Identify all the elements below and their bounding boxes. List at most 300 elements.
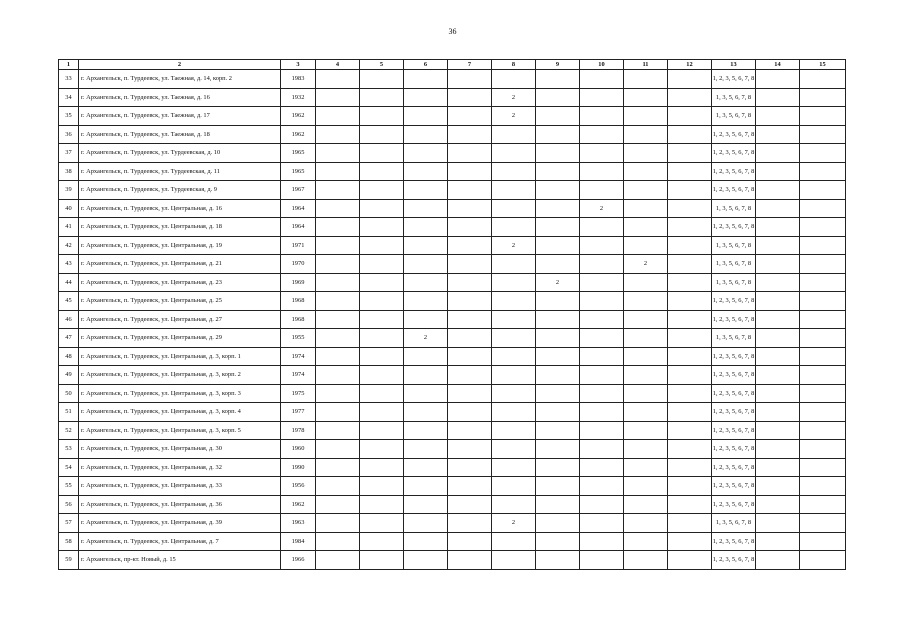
col-9-cell <box>536 236 580 255</box>
address-cell: г. Архангельск, п. Турдеевск, ул. Таежная, д. 18 <box>79 125 281 144</box>
col-15-cell <box>800 495 846 514</box>
table-row <box>59 514 846 533</box>
col-6-cell <box>404 440 448 459</box>
col-13-cell: 1, 2, 3, 5, 6, 7, 8 <box>712 292 756 311</box>
col-14-cell <box>756 236 800 255</box>
col-8-cell <box>492 421 536 440</box>
col-6-cell <box>404 477 448 496</box>
col-5-cell <box>360 199 404 218</box>
col-7-cell <box>448 532 492 551</box>
col-11-cell <box>624 273 668 292</box>
row-number: 38 <box>59 162 79 181</box>
year-cell: 1956 <box>281 477 316 496</box>
col-8-cell <box>492 329 536 348</box>
col-13-cell: 1, 3, 5, 6, 7, 8 <box>712 255 756 274</box>
col-10-cell <box>580 440 624 459</box>
col-10-cell <box>580 107 624 126</box>
col-6-cell <box>404 458 448 477</box>
col-9-cell <box>536 347 580 366</box>
col-12-cell <box>668 255 712 274</box>
col-12-cell <box>668 477 712 496</box>
row-number: 45 <box>59 292 79 311</box>
column-header: 10 <box>580 60 624 70</box>
col-10-cell <box>580 236 624 255</box>
col-13-cell: 1, 2, 3, 5, 6, 7, 8 <box>712 532 756 551</box>
table-row <box>59 477 846 496</box>
col-12-cell <box>668 199 712 218</box>
col-14-cell <box>756 218 800 237</box>
col-12-cell <box>668 458 712 477</box>
col-7-cell <box>448 125 492 144</box>
col-9-cell <box>536 70 580 89</box>
col-11-cell <box>624 292 668 311</box>
row-number: 35 <box>59 107 79 126</box>
col-12-cell <box>668 292 712 311</box>
col-13-cell: 1, 2, 3, 5, 6, 7, 8 <box>712 125 756 144</box>
row-number: 56 <box>59 495 79 514</box>
table-row <box>59 218 846 237</box>
col-9-cell <box>536 162 580 181</box>
col-11-cell <box>624 70 668 89</box>
col-4-cell <box>316 310 360 329</box>
col-13-cell: 1, 3, 5, 6, 7, 8 <box>712 236 756 255</box>
col-4-cell <box>316 70 360 89</box>
address-cell: г. Архангельск, п. Турдеевск, ул. Центральная, д. 27 <box>79 310 281 329</box>
column-header: 1 <box>59 60 79 70</box>
col-5-cell <box>360 403 404 422</box>
col-4-cell <box>316 403 360 422</box>
col-13-cell: 1, 3, 5, 6, 7, 8 <box>712 88 756 107</box>
col-7-cell <box>448 199 492 218</box>
col-12-cell <box>668 495 712 514</box>
col-15-cell <box>800 421 846 440</box>
col-13-cell: 1, 2, 3, 5, 6, 7, 8 <box>712 551 756 570</box>
address-cell: г. Архангельск, п. Турдеевск, ул. Таежная, д. 17 <box>79 107 281 126</box>
col-7-cell <box>448 107 492 126</box>
col-8-cell <box>492 440 536 459</box>
col-5-cell <box>360 477 404 496</box>
col-14-cell <box>756 88 800 107</box>
row-number: 36 <box>59 125 79 144</box>
col-6-cell <box>404 495 448 514</box>
col-13-cell: 1, 2, 3, 5, 6, 7, 8 <box>712 218 756 237</box>
col-13-cell: 1, 2, 3, 5, 6, 7, 8 <box>712 310 756 329</box>
year-cell: 1971 <box>281 236 316 255</box>
col-9-cell <box>536 477 580 496</box>
table-row <box>59 162 846 181</box>
address-cell: г. Архангельск, п. Турдеевск, ул. Центральная, д. 23 <box>79 273 281 292</box>
row-number: 47 <box>59 329 79 348</box>
row-number: 46 <box>59 310 79 329</box>
col-9-cell <box>536 421 580 440</box>
col-7-cell <box>448 403 492 422</box>
col-9-cell <box>536 107 580 126</box>
row-number: 40 <box>59 199 79 218</box>
row-number: 34 <box>59 88 79 107</box>
year-cell: 1974 <box>281 366 316 385</box>
row-number: 55 <box>59 477 79 496</box>
col-6-cell <box>404 107 448 126</box>
col-4-cell <box>316 551 360 570</box>
row-number: 44 <box>59 273 79 292</box>
col-6-cell <box>404 162 448 181</box>
table-row <box>59 88 846 107</box>
col-12-cell <box>668 329 712 348</box>
row-number: 33 <box>59 70 79 89</box>
col-6-cell <box>404 181 448 200</box>
col-14-cell <box>756 273 800 292</box>
address-cell: г. Архангельск, п. Турдеевск, ул. Центральная, д. 18 <box>79 218 281 237</box>
column-header: 6 <box>404 60 448 70</box>
col-14-cell <box>756 310 800 329</box>
table-row <box>59 144 846 163</box>
col-12-cell <box>668 347 712 366</box>
col-11-cell <box>624 551 668 570</box>
col-9-cell <box>536 292 580 311</box>
column-header: 12 <box>668 60 712 70</box>
col-6-cell <box>404 273 448 292</box>
col-12-cell <box>668 421 712 440</box>
col-14-cell <box>756 495 800 514</box>
col-11-cell <box>624 532 668 551</box>
col-9-cell <box>536 532 580 551</box>
year-cell: 1932 <box>281 88 316 107</box>
address-cell: г. Архангельск, п. Турдеевск, ул. Центральная, д. 3, корп. 3 <box>79 384 281 403</box>
col-13-cell: 1, 2, 3, 5, 6, 7, 8 <box>712 477 756 496</box>
col-9-cell <box>536 255 580 274</box>
col-12-cell <box>668 181 712 200</box>
col-9-cell <box>536 514 580 533</box>
address-cell: г. Архангельск, п. Турдеевск, ул. Центральная, д. 7 <box>79 532 281 551</box>
col-8-cell: 2 <box>492 236 536 255</box>
col-13-cell: 1, 2, 3, 5, 6, 7, 8 <box>712 366 756 385</box>
col-13-cell: 1, 2, 3, 5, 6, 7, 8 <box>712 181 756 200</box>
col-14-cell <box>756 440 800 459</box>
col-5-cell <box>360 162 404 181</box>
col-12-cell <box>668 384 712 403</box>
col-5-cell <box>360 70 404 89</box>
address-cell: г. Архангельск, п. Турдеевск, ул. Турдеевская, д. 9 <box>79 181 281 200</box>
col-4-cell <box>316 347 360 366</box>
col-11-cell <box>624 236 668 255</box>
col-5-cell <box>360 181 404 200</box>
column-header: 2 <box>79 60 281 70</box>
address-cell: г. Архангельск, п. Турдеевск, ул. Центральная, д. 3, корп. 1 <box>79 347 281 366</box>
col-5-cell <box>360 458 404 477</box>
col-9-cell <box>536 329 580 348</box>
col-9-cell <box>536 181 580 200</box>
address-cell: г. Архангельск, п. Турдеевск, ул. Центральная, д. 19 <box>79 236 281 255</box>
row-number: 52 <box>59 421 79 440</box>
col-11-cell <box>624 514 668 533</box>
col-15-cell <box>800 366 846 385</box>
col-12-cell <box>668 88 712 107</box>
year-cell: 1962 <box>281 125 316 144</box>
col-9-cell <box>536 125 580 144</box>
col-14-cell <box>756 347 800 366</box>
col-8-cell: 2 <box>492 107 536 126</box>
col-13-cell: 1, 2, 3, 5, 6, 7, 8 <box>712 403 756 422</box>
year-cell: 1955 <box>281 329 316 348</box>
col-14-cell <box>756 421 800 440</box>
col-4-cell <box>316 236 360 255</box>
col-10-cell <box>580 181 624 200</box>
year-cell: 1970 <box>281 255 316 274</box>
row-number: 58 <box>59 532 79 551</box>
col-10-cell <box>580 144 624 163</box>
col-5-cell <box>360 292 404 311</box>
col-14-cell <box>756 144 800 163</box>
col-8-cell <box>492 292 536 311</box>
col-4-cell <box>316 144 360 163</box>
col-15-cell <box>800 88 846 107</box>
col-6-cell <box>404 255 448 274</box>
col-13-cell: 1, 2, 3, 5, 6, 7, 8 <box>712 347 756 366</box>
col-15-cell <box>800 440 846 459</box>
address-cell: г. Архангельск, пр-кт. Новый, д. 15 <box>79 551 281 570</box>
col-7-cell <box>448 440 492 459</box>
col-8-cell <box>492 477 536 496</box>
col-5-cell <box>360 495 404 514</box>
col-12-cell <box>668 273 712 292</box>
col-10-cell <box>580 495 624 514</box>
col-14-cell <box>756 514 800 533</box>
row-number: 49 <box>59 366 79 385</box>
col-11-cell <box>624 329 668 348</box>
table-row <box>59 310 846 329</box>
col-5-cell <box>360 329 404 348</box>
year-cell: 1967 <box>281 181 316 200</box>
address-cell: г. Архангельск, п. Турдеевск, ул. Центральная, д. 30 <box>79 440 281 459</box>
col-4-cell <box>316 162 360 181</box>
table-row <box>59 551 846 570</box>
col-11-cell <box>624 347 668 366</box>
col-13-cell: 1, 2, 3, 5, 6, 7, 8 <box>712 495 756 514</box>
table-body <box>59 70 846 570</box>
year-cell: 1965 <box>281 144 316 163</box>
col-11-cell <box>624 403 668 422</box>
table-row <box>59 292 846 311</box>
col-11-cell <box>624 218 668 237</box>
housing-table <box>58 59 846 570</box>
col-15-cell <box>800 144 846 163</box>
col-5-cell <box>360 236 404 255</box>
col-11-cell <box>624 477 668 496</box>
col-8-cell <box>492 199 536 218</box>
col-6-cell <box>404 199 448 218</box>
col-12-cell <box>668 144 712 163</box>
col-8-cell <box>492 273 536 292</box>
col-9-cell <box>536 366 580 385</box>
col-8-cell: 2 <box>492 514 536 533</box>
col-4-cell <box>316 218 360 237</box>
col-7-cell <box>448 292 492 311</box>
col-15-cell <box>800 162 846 181</box>
col-14-cell <box>756 366 800 385</box>
column-header: 7 <box>448 60 492 70</box>
address-cell: г. Архангельск, п. Турдеевск, ул. Центральная, д. 32 <box>79 458 281 477</box>
col-6-cell <box>404 144 448 163</box>
col-5-cell <box>360 107 404 126</box>
col-6-cell <box>404 70 448 89</box>
table-row <box>59 347 846 366</box>
column-header: 15 <box>800 60 846 70</box>
col-11-cell <box>624 144 668 163</box>
col-11-cell <box>624 107 668 126</box>
col-11-cell <box>624 181 668 200</box>
col-15-cell <box>800 70 846 89</box>
col-11-cell <box>624 458 668 477</box>
col-15-cell <box>800 236 846 255</box>
table-row <box>59 236 846 255</box>
year-cell: 1968 <box>281 310 316 329</box>
col-8-cell <box>492 495 536 514</box>
col-9-cell <box>536 218 580 237</box>
col-7-cell <box>448 347 492 366</box>
col-13-cell: 1, 3, 5, 6, 7, 8 <box>712 107 756 126</box>
col-14-cell <box>756 107 800 126</box>
col-5-cell <box>360 125 404 144</box>
col-9-cell <box>536 88 580 107</box>
address-cell: г. Архангельск, п. Турдеевск, ул. Центральная, д. 16 <box>79 199 281 218</box>
col-10-cell <box>580 403 624 422</box>
row-number: 48 <box>59 347 79 366</box>
col-14-cell <box>756 292 800 311</box>
col-12-cell <box>668 366 712 385</box>
col-9-cell <box>536 495 580 514</box>
year-cell: 1962 <box>281 107 316 126</box>
year-cell: 1984 <box>281 532 316 551</box>
col-10-cell <box>580 329 624 348</box>
col-10-cell <box>580 255 624 274</box>
col-15-cell <box>800 273 846 292</box>
year-cell: 1977 <box>281 403 316 422</box>
year-cell: 1962 <box>281 495 316 514</box>
col-13-cell: 1, 2, 3, 5, 6, 7, 8 <box>712 384 756 403</box>
col-12-cell <box>668 310 712 329</box>
col-13-cell: 1, 3, 5, 6, 7, 8 <box>712 514 756 533</box>
col-7-cell <box>448 310 492 329</box>
col-10-cell <box>580 551 624 570</box>
table-row <box>59 107 846 126</box>
col-5-cell <box>360 366 404 385</box>
col-10-cell <box>580 162 624 181</box>
col-6-cell <box>404 421 448 440</box>
col-5-cell <box>360 421 404 440</box>
table-row <box>59 403 846 422</box>
col-9-cell <box>536 403 580 422</box>
col-10-cell <box>580 477 624 496</box>
address-cell: г. Архангельск, п. Турдеевск, ул. Центральная, д. 33 <box>79 477 281 496</box>
col-4-cell <box>316 384 360 403</box>
col-9-cell <box>536 144 580 163</box>
col-14-cell <box>756 458 800 477</box>
page-number: 36 <box>448 27 457 36</box>
col-15-cell <box>800 329 846 348</box>
column-header: 5 <box>360 60 404 70</box>
col-15-cell <box>800 384 846 403</box>
header-row <box>59 60 846 70</box>
col-8-cell <box>492 255 536 274</box>
year-cell: 1964 <box>281 199 316 218</box>
col-10-cell: 2 <box>580 199 624 218</box>
year-cell: 1963 <box>281 514 316 533</box>
col-5-cell <box>360 347 404 366</box>
col-12-cell <box>668 107 712 126</box>
col-4-cell <box>316 199 360 218</box>
col-10-cell <box>580 514 624 533</box>
col-5-cell <box>360 551 404 570</box>
col-15-cell <box>800 347 846 366</box>
col-7-cell <box>448 477 492 496</box>
col-7-cell <box>448 273 492 292</box>
col-8-cell <box>492 144 536 163</box>
col-4-cell <box>316 125 360 144</box>
col-14-cell <box>756 255 800 274</box>
col-5-cell <box>360 144 404 163</box>
col-15-cell <box>800 403 846 422</box>
col-9-cell <box>536 199 580 218</box>
table-row <box>59 255 846 274</box>
year-cell: 1960 <box>281 440 316 459</box>
col-4-cell <box>316 181 360 200</box>
table-row <box>59 421 846 440</box>
col-14-cell <box>756 125 800 144</box>
col-5-cell <box>360 255 404 274</box>
col-15-cell <box>800 199 846 218</box>
col-7-cell <box>448 88 492 107</box>
col-15-cell <box>800 181 846 200</box>
col-8-cell <box>492 403 536 422</box>
col-4-cell <box>316 329 360 348</box>
col-6-cell <box>404 88 448 107</box>
table-row <box>59 532 846 551</box>
table-row <box>59 440 846 459</box>
col-8-cell <box>492 551 536 570</box>
col-10-cell <box>580 88 624 107</box>
col-14-cell <box>756 532 800 551</box>
col-9-cell <box>536 440 580 459</box>
col-9-cell <box>536 551 580 570</box>
year-cell: 1968 <box>281 292 316 311</box>
column-header: 11 <box>624 60 668 70</box>
col-12-cell <box>668 236 712 255</box>
col-4-cell <box>316 88 360 107</box>
col-5-cell <box>360 273 404 292</box>
col-11-cell <box>624 366 668 385</box>
col-13-cell: 1, 3, 5, 6, 7, 8 <box>712 199 756 218</box>
col-6-cell <box>404 292 448 311</box>
row-number: 43 <box>59 255 79 274</box>
col-6-cell <box>404 403 448 422</box>
row-number: 41 <box>59 218 79 237</box>
col-4-cell <box>316 421 360 440</box>
address-cell: г. Архангельск, п. Турдеевск, ул. Турдеевская, д. 11 <box>79 162 281 181</box>
col-14-cell <box>756 551 800 570</box>
col-9-cell <box>536 384 580 403</box>
col-12-cell <box>668 551 712 570</box>
year-cell: 1978 <box>281 421 316 440</box>
col-10-cell <box>580 70 624 89</box>
year-cell: 1965 <box>281 162 316 181</box>
col-4-cell <box>316 495 360 514</box>
col-11-cell <box>624 310 668 329</box>
col-6-cell <box>404 218 448 237</box>
col-11-cell: 2 <box>624 255 668 274</box>
col-12-cell <box>668 70 712 89</box>
col-14-cell <box>756 329 800 348</box>
col-10-cell <box>580 347 624 366</box>
